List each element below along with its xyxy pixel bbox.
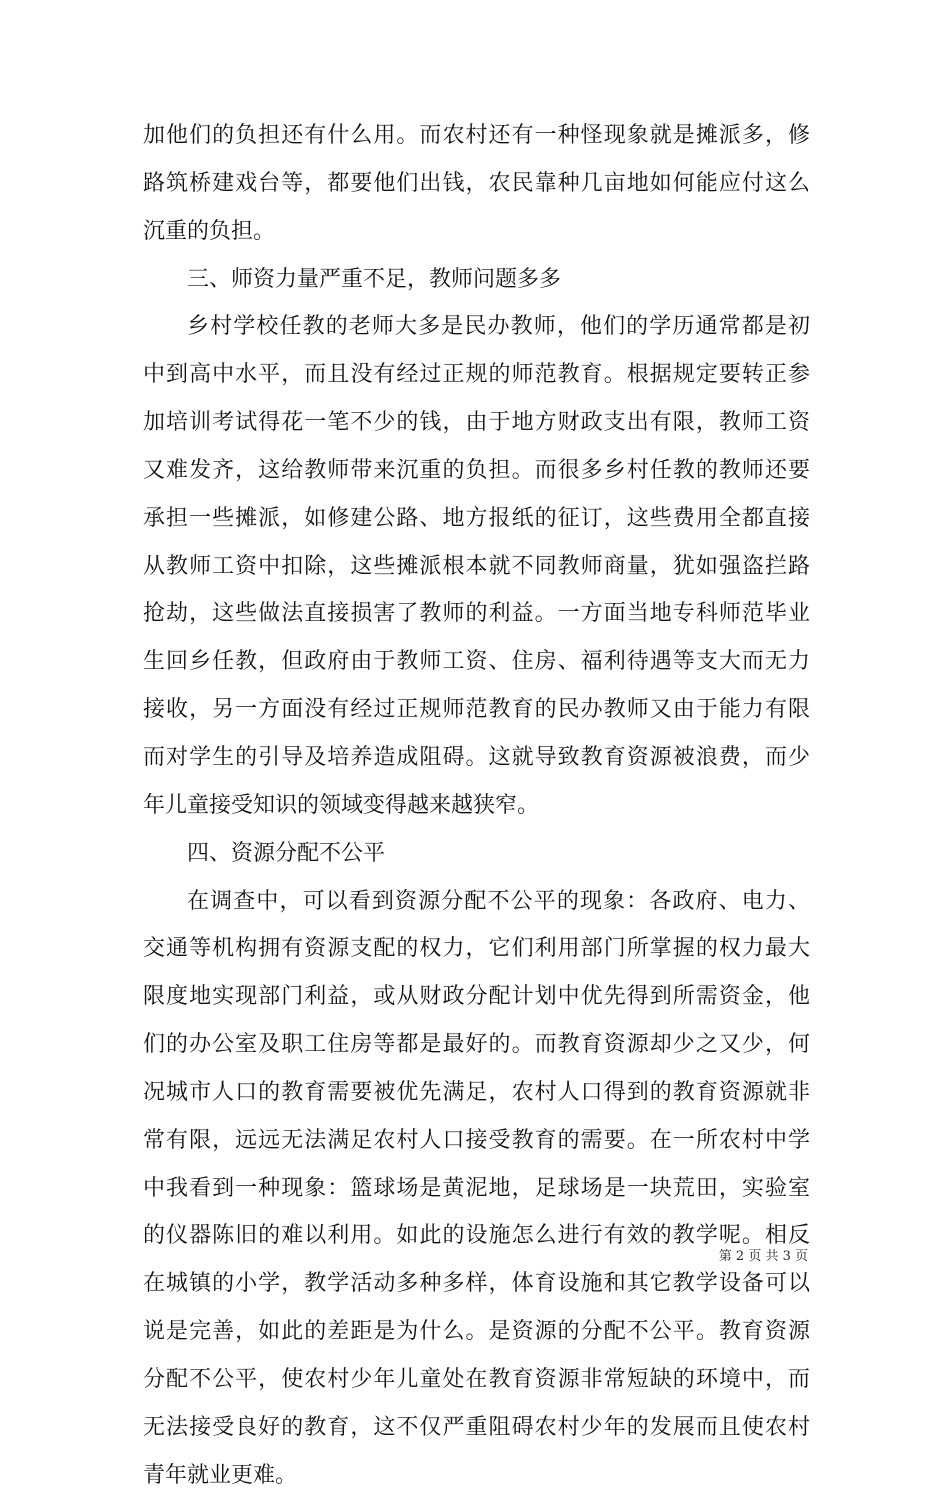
- body-text-line: 中我看到一种现象：篮球场是黄泥地，足球场是一块荒田，实验室: [143, 1175, 810, 1201]
- section-heading: 四、资源分配不公平: [187, 840, 386, 866]
- body-text-line: 而对学生的引导及培养造成阻碍。这就导致教育资源被浪费，而少: [143, 744, 810, 770]
- body-text-line: 的仪器陈旧的难以利用。如此的设施怎么进行有效的教学呢。相反: [143, 1223, 810, 1249]
- body-text-line: 限度地实现部门利益，或从财政分配计划中优先得到所需资金，他: [143, 984, 810, 1010]
- body-text-line: 从教师工资中扣除，这些摊派根本就不同教师商量，犹如强盗拦路: [143, 553, 810, 579]
- body-text-line: 接收，另一方面没有经过正规师范教育的民办教师又由于能力有限: [143, 697, 810, 723]
- body-text-line: 加他们的负担还有什么用。而农村还有一种怪现象就是摊派多，修: [143, 123, 810, 148]
- body-text-line: 又难发齐，这给教师带来沉重的负担。而很多乡村任教的教师还要: [143, 457, 810, 483]
- body-text-line: 加培训考试得花一笔不少的钱，由于地方财政支出有限，教师工资: [143, 410, 810, 436]
- document-body: [143, 112, 810, 1499]
- body-text-line: 年儿童接受知识的领域变得越来越狭窄。: [143, 792, 540, 818]
- section-heading: 三、师资力量严重不足，教师问题多多: [187, 266, 562, 292]
- body-text-line: 况城市人口的教育需要被优先满足，农村人口得到的教育资源就非: [143, 1079, 810, 1105]
- body-text-line: 在调查中，可以看到资源分配不公平的现象：各政府、电力、: [187, 888, 810, 914]
- body-text-line: 生回乡任教，但政府由于教师工资、住房、福利待遇等支大而无力: [143, 649, 810, 675]
- body-text-line: 中到高中水平，而且没有经过正规的师范教育。根据规定要转正参: [143, 362, 810, 388]
- body-text-line: 承担一些摊派，如修建公路、地方报纸的征订，这些费用全都直接: [143, 505, 810, 531]
- body-text-line: 沉重的负担。: [143, 218, 276, 244]
- body-text-line: 青年就业更难。: [143, 1462, 298, 1488]
- body-text-line: 路筑桥建戏台等，都要他们出钱，农民靠种几亩地如何能应付这么: [143, 170, 810, 196]
- body-text-line: 抢劫，这些做法直接损害了教师的利益。一方面当地专科师范毕业: [143, 601, 810, 627]
- body-text-line: 乡村学校任教的老师大多是民办教师，他们的学历通常都是初: [187, 314, 810, 340]
- body-text-line: 交通等机构拥有资源支配的权力，它们利用部门所掌握的权力最大: [143, 936, 810, 962]
- body-text-line: 常有限，远远无法满足农村人口接受教育的需要。在一所农村中学: [143, 1127, 810, 1153]
- body-text-line: 分配不公平，使农村少年儿童处在教育资源非常短缺的环境中，而: [143, 1366, 810, 1392]
- page-number-footer: 第 2 页 共 3 页: [718, 1249, 808, 1264]
- body-text-line: 说是完善，如此的差距是为什么。是资源的分配不公平。教育资源: [143, 1319, 810, 1345]
- body-text-line: 无法接受良好的教育，这不仅严重阻碍农村少年的发展而且使农村: [143, 1414, 810, 1440]
- body-text-line: 在城镇的小学，教学活动多种多样，体育设施和其它教学设备可以: [143, 1271, 810, 1297]
- body-text-line: 们的办公室及职工住房等都是最好的。而教育资源却少之又少，何: [143, 1032, 810, 1058]
